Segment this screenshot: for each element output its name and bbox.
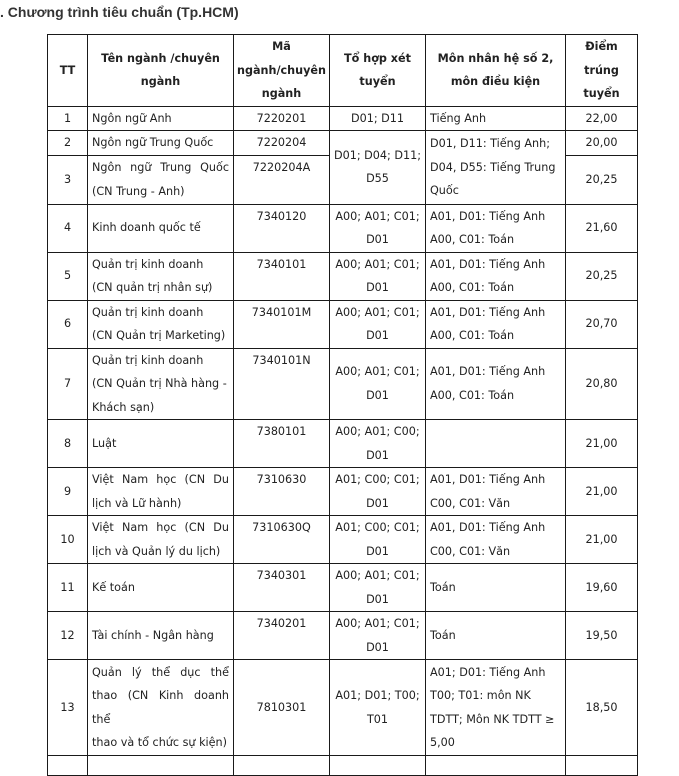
table-row <box>48 468 638 516</box>
cell-major-name: Việt Nam học (CN Du lịch và Quản lý du lịch) <box>88 516 234 564</box>
cell-major-name: Quản trị kinh doanh (CN quản trị nhân sự) <box>88 252 234 300</box>
table-row <box>48 756 638 776</box>
cell-major-name: Kế toán <box>88 564 234 612</box>
cell-tt: 13 <box>48 660 88 756</box>
cell-weighted-subject: A01, D01: Tiếng Anh A00, C01: Toán <box>426 252 566 300</box>
cell-tt: 10 <box>48 516 88 564</box>
cell-tt: 3 <box>48 155 88 204</box>
header-weighted-subject: Môn nhân hệ số 2, môn điều kiện <box>426 35 566 107</box>
cell-tt: 9 <box>48 468 88 516</box>
table-row <box>48 252 638 300</box>
cell-subject-combo: A01; C00; C01; D01 <box>330 468 426 516</box>
cell-subject-combo: A00; A01; C01; D01 <box>330 612 426 660</box>
cell-cutoff-score: 18,50 <box>566 660 638 756</box>
cell-major-code: 7340101N <box>234 348 330 420</box>
cell-tt: 8 <box>48 420 88 468</box>
table-row <box>48 612 638 660</box>
cell-tt <box>48 756 88 776</box>
table-row <box>48 300 638 348</box>
cell-major-code: 7340301 <box>234 564 330 612</box>
header-cutoff-score: Điểm trúng tuyển <box>566 35 638 107</box>
cell-major-code <box>234 756 330 776</box>
cell-major-name: Ngôn ngữ Trung Quốc (CN Trung - Anh) <box>88 155 234 204</box>
cell-weighted-subject: A01; D01: Tiếng Anh T00; T01: môn NK TDTT; Môn NK TDTT ≥ 5,00 <box>426 660 566 756</box>
cell-cutoff-score: 22,00 <box>566 106 638 131</box>
cell-cutoff-score <box>566 756 638 776</box>
cell-major-name: Quản lý thể dục thể thao (CN Kinh doanh thể thao và tổ chức sự kiện) <box>88 660 234 756</box>
cell-weighted-subject: A01, D01: Tiếng Anh C00, C01: Văn <box>426 516 566 564</box>
cell-subject-combo: A00; A01; C01; D01 <box>330 300 426 348</box>
cell-major-name <box>88 756 234 776</box>
cell-cutoff-score: 21,00 <box>566 420 638 468</box>
cell-major-code: 7340101 <box>234 252 330 300</box>
cell-tt: 6 <box>48 300 88 348</box>
cell-tt: 2 <box>48 131 88 156</box>
cell-weighted-subject <box>426 420 566 468</box>
cell-subject-combo: A00; A01; C01; D01 <box>330 348 426 420</box>
table-row <box>48 564 638 612</box>
cell-cutoff-score: 20,00 <box>566 131 638 156</box>
cell-major-name: Ngôn ngữ Anh <box>88 106 234 131</box>
cell-major-code: 7340120 <box>234 204 330 252</box>
table-row <box>48 420 638 468</box>
cell-weighted-subject: D01, D11: Tiếng Anh; D04, D55: Tiếng Trung Quốc <box>426 131 566 205</box>
header-major-name: Tên ngành /chuyên ngành <box>88 35 234 107</box>
table-row <box>48 660 638 756</box>
cell-subject-combo: D01; D04; D11; D55 <box>330 131 426 205</box>
cell-tt: 12 <box>48 612 88 660</box>
cell-weighted-subject: A01, D01: Tiếng Anh A00, C01: Toán <box>426 300 566 348</box>
cell-cutoff-score: 21,60 <box>566 204 638 252</box>
table-row <box>48 348 638 420</box>
cell-cutoff-score: 21,00 <box>566 468 638 516</box>
cell-major-code: 7340201 <box>234 612 330 660</box>
cell-subject-combo: A01; D01; T00; T01 <box>330 660 426 756</box>
cell-cutoff-score: 19,60 <box>566 564 638 612</box>
cell-major-name: Việt Nam học (CN Du lịch và Lữ hành) <box>88 468 234 516</box>
cell-cutoff-score: 21,00 <box>566 516 638 564</box>
cell-subject-combo: A00; A01; C01; D01 <box>330 204 426 252</box>
header-major-code: Mã ngành/chuyên ngành <box>234 35 330 107</box>
cell-major-name: Tài chính - Ngân hàng <box>88 612 234 660</box>
table-header-row <box>48 35 638 107</box>
cell-major-code: 7340101M <box>234 300 330 348</box>
cell-major-name: Ngôn ngữ Trung Quốc <box>88 131 234 156</box>
cell-weighted-subject: A01, D01: Tiếng Anh C00, C01: Văn <box>426 468 566 516</box>
cell-tt: 4 <box>48 204 88 252</box>
cell-cutoff-score: 20,25 <box>566 252 638 300</box>
table-row <box>48 106 638 131</box>
cell-weighted-subject: Toán <box>426 612 566 660</box>
cell-cutoff-score: 20,80 <box>566 348 638 420</box>
cell-tt: 11 <box>48 564 88 612</box>
header-tt: TT <box>48 35 88 107</box>
table-row <box>48 204 638 252</box>
cell-subject-combo: A00; A01; C00; D01 <box>330 420 426 468</box>
table-row <box>48 516 638 564</box>
section-heading: . Chương trình tiêu chuẩn (Tp.HCM) <box>0 4 239 20</box>
cell-subject-combo <box>330 756 426 776</box>
cell-cutoff-score: 20,25 <box>566 155 638 204</box>
cell-weighted-subject: A01, D01: Tiếng Anh A00, C01: Toán <box>426 348 566 420</box>
cell-subject-combo: D01; D11 <box>330 106 426 131</box>
cell-tt: 1 <box>48 106 88 131</box>
cell-major-code: 7310630 <box>234 468 330 516</box>
table-row <box>48 131 638 156</box>
cell-weighted-subject <box>426 756 566 776</box>
cell-major-code: 7220204 <box>234 131 330 156</box>
cell-major-code: 7380101 <box>234 420 330 468</box>
cell-tt: 5 <box>48 252 88 300</box>
cell-cutoff-score: 19,50 <box>566 612 638 660</box>
cell-weighted-subject: Tiếng Anh <box>426 106 566 131</box>
cell-subject-combo: A00; A01; C01; D01 <box>330 564 426 612</box>
cell-major-name: Luật <box>88 420 234 468</box>
cell-major-name: Quản trị kinh doanh (CN Quản trị Nhà hàng - Khách sạn) <box>88 348 234 420</box>
cell-weighted-subject: A01, D01: Tiếng Anh A00, C01: Toán <box>426 204 566 252</box>
cell-tt: 7 <box>48 348 88 420</box>
cell-major-name: Kinh doanh quốc tế <box>88 204 234 252</box>
cell-major-code: 7220204A <box>234 155 330 204</box>
header-subject-combo: Tổ hợp xét tuyển <box>330 35 426 107</box>
cell-weighted-subject: Toán <box>426 564 566 612</box>
cell-major-code: 7220201 <box>234 106 330 131</box>
cell-cutoff-score: 20,70 <box>566 300 638 348</box>
admission-score-table <box>47 34 638 776</box>
cell-subject-combo: A01; C00; C01; D01 <box>330 516 426 564</box>
cell-major-code: 7310630Q <box>234 516 330 564</box>
cell-major-code: 7810301 <box>234 660 330 756</box>
cell-subject-combo: A00; A01; C01; D01 <box>330 252 426 300</box>
cell-major-name: Quản trị kinh doanh (CN Quản trị Marketing) <box>88 300 234 348</box>
